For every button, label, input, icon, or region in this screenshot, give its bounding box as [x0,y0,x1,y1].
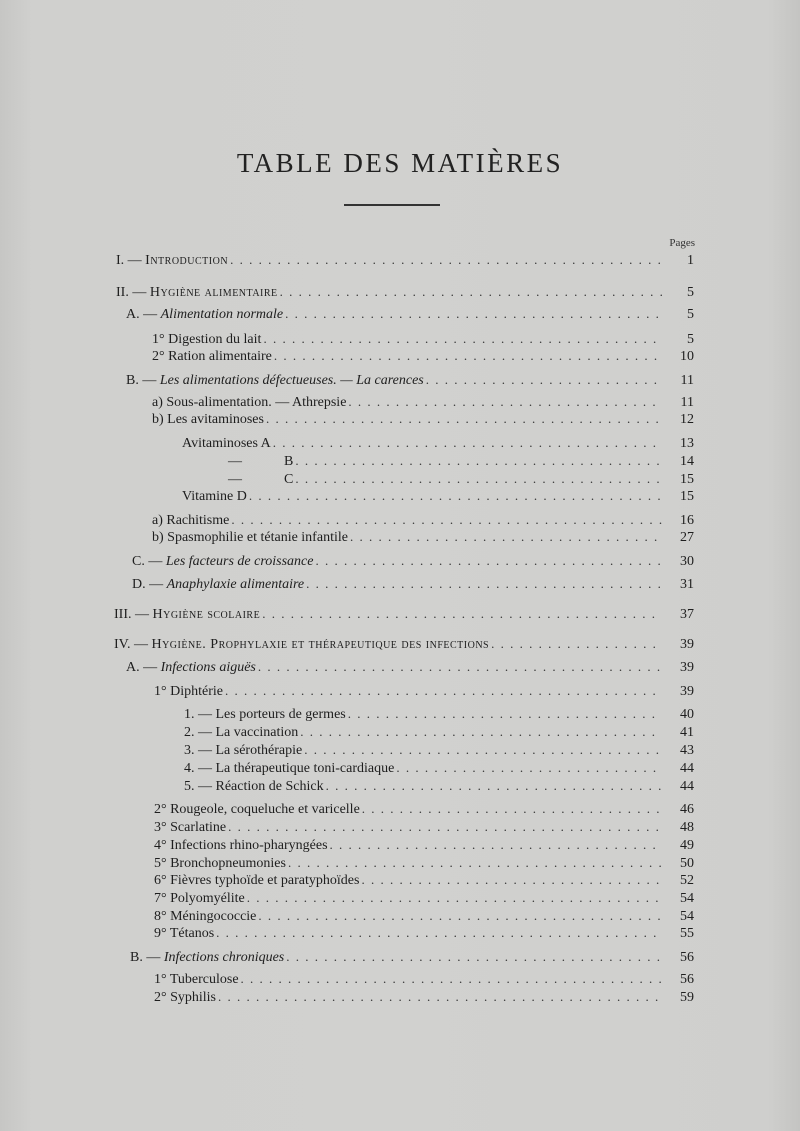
page-number: 13 [680,436,694,451]
toc-entry [154,799,694,819]
toc-entry [184,758,694,778]
entry-title: 1° Diphtérie [154,684,223,699]
dot-leader [426,370,662,390]
dot-leader [225,681,662,701]
entry-title: 4. — La thérapeutique toni-cardiaque [184,761,395,776]
page-number: 16 [680,513,694,528]
toc-entry [114,634,694,654]
entry-title: Introduction [145,253,229,268]
page-number: 39 [680,637,694,652]
dot-leader [362,799,662,819]
toc-entry [132,574,694,594]
toc-entry [154,817,694,837]
page-number: 31 [680,577,694,592]
entry-title: Hygiène scolaire [152,607,261,622]
entry-title: Anaphylaxie alimentaire [166,577,305,592]
dot-leader [306,574,662,594]
toc-entry [228,451,694,471]
entry-title: 1° Digestion du lait [152,332,262,347]
entry-title: — B [228,454,294,469]
toc-entry [182,486,694,506]
page-number: 5 [687,307,694,322]
page-number: 56 [680,950,694,965]
toc-entry [132,551,694,571]
dot-leader [295,451,662,471]
entry-title: 1° Tuberculose [154,972,239,987]
entry-title: 5° Bronchopneumonies [154,856,286,871]
toc-entry [130,947,694,967]
entry-title: 2. — La vaccination [184,725,299,740]
toc-entry [152,527,694,547]
pages-column-header: Pages [669,237,695,249]
entry-title: a) Sous-alimentation. — Athrepsie [152,395,347,410]
entry-title: Alimentation normale [160,307,284,322]
page-number: 14 [680,454,694,469]
dot-leader [228,817,662,837]
page-number: 37 [680,607,694,622]
page-number: 44 [680,761,694,776]
toc-entry [184,776,694,796]
entry-title: b) Les avitaminoses [152,412,264,427]
page-number: 52 [680,873,694,888]
page-number: 59 [680,990,694,1005]
page-number: 40 [680,707,694,722]
page-title: TABLE DES MATIÈRES [236,148,564,178]
toc-entry [184,704,694,724]
page-number: 54 [680,891,694,906]
toc-entry [184,722,694,742]
entry-title: 1. — Les porteurs de germes [184,707,346,722]
page-number: 41 [680,725,694,740]
dot-leader [396,758,662,778]
toc-entry [114,604,694,624]
entry-title: Les alimentations défectueuses. — La carences [159,373,424,388]
toc-entry [154,987,694,1007]
entry-title: a) Rachitisme [152,513,230,528]
entry-title: 2° Rougeole, coqueluche et varicelle [154,802,360,817]
entry-title: 3. — La sérothérapie [184,743,303,758]
page-number: 11 [680,395,694,410]
page-number: 55 [680,926,694,941]
dot-leader [304,740,662,760]
entry-title: Avitaminoses A [182,436,271,451]
page-number: 46 [680,802,694,817]
toc-entry [154,923,694,943]
toc-entry [152,409,694,429]
page-number: 12 [680,412,694,427]
toc-entry [154,835,694,855]
page-number: 48 [680,820,694,835]
dot-leader [274,346,662,366]
dot-leader [286,947,662,967]
entry-title: 7° Polyomyélite [154,891,245,906]
entry-number: III. — [114,607,153,622]
entry-number: A. — [126,307,161,322]
page-number: 5 [687,285,694,300]
toc-entry [184,740,694,760]
entry-number: II. — [116,285,150,300]
entry-number: B. — [126,373,160,388]
entry-title: 9° Tétanos [154,926,215,941]
entry-number: A. — [126,660,161,675]
page-number: 39 [680,684,694,699]
entry-title: 6° Fièvres typhoïde et paratyphoïdes [154,873,360,888]
page-number: 30 [680,554,694,569]
dot-leader [247,888,662,908]
entry-title: Hygiène. Prophylaxie et thérapeutique des infections [151,637,490,652]
entry-title: 2° Ration alimentaire [152,349,272,364]
dot-leader [491,634,662,654]
page-number: 27 [680,530,694,545]
entry-title: Hygiène alimentaire [149,285,278,300]
page-number: 56 [680,972,694,987]
dot-leader [348,704,662,724]
entry-title: 8° Méningococcie [154,909,257,924]
toc-entry [154,681,694,701]
page-number: 15 [680,489,694,504]
toc-entry [182,433,694,453]
toc-entry [126,304,694,324]
dot-leader [300,722,662,742]
dot-leader [326,776,662,796]
toc-entry [126,657,694,677]
page-number: 54 [680,909,694,924]
page-number: 5 [687,332,694,347]
entry-number: D. — [132,577,167,592]
dot-leader [273,433,662,453]
page-number: 44 [680,779,694,794]
page-number: 10 [680,349,694,364]
dot-leader [258,657,662,677]
dot-leader [361,870,662,890]
dot-leader [330,835,662,855]
dot-leader [350,527,662,547]
title-rule [344,204,440,206]
entry-title: Infections aiguës [160,660,256,675]
entry-number: I. — [116,253,146,268]
toc-entry [116,250,694,270]
entry-title: Vitamine D [182,489,247,504]
entry-title: 4° Infections rhino-pharyngées [154,838,328,853]
dot-leader [249,486,662,506]
toc-entry [152,346,694,366]
entry-title: 5. — Réaction de Schick [184,779,324,794]
dot-leader [216,923,662,943]
entry-number: C. — [132,554,166,569]
page-number: 15 [680,472,694,487]
entry-title: Les facteurs de croissance [165,554,314,569]
dot-leader [280,282,662,302]
page-number: 1 [687,253,694,268]
page-number: 39 [680,660,694,675]
entry-title: Infections chroniques [163,950,285,965]
dot-leader [218,987,662,1007]
dot-leader [262,604,662,624]
page-number: 50 [680,856,694,871]
dot-leader [315,551,662,571]
page-number: 11 [680,373,694,388]
page-number: 49 [680,838,694,853]
entry-title: 3° Scarlatine [154,820,227,835]
dot-leader [266,409,662,429]
dot-leader [241,969,662,989]
entry-number: B. — [130,950,164,965]
dot-leader [285,304,662,324]
entry-title: b) Spasmophilie et tétanie infantile [152,530,348,545]
dot-leader [230,250,662,270]
entry-title: 2° Syphilis [154,990,217,1005]
toc-entry [154,969,694,989]
toc-entry [154,888,694,908]
page-number: 43 [680,743,694,758]
entry-number: IV. — [114,637,152,652]
toc-entry [154,870,694,890]
toc-entry [116,282,694,302]
entry-title: — C [228,472,294,487]
toc-entry [126,370,694,390]
